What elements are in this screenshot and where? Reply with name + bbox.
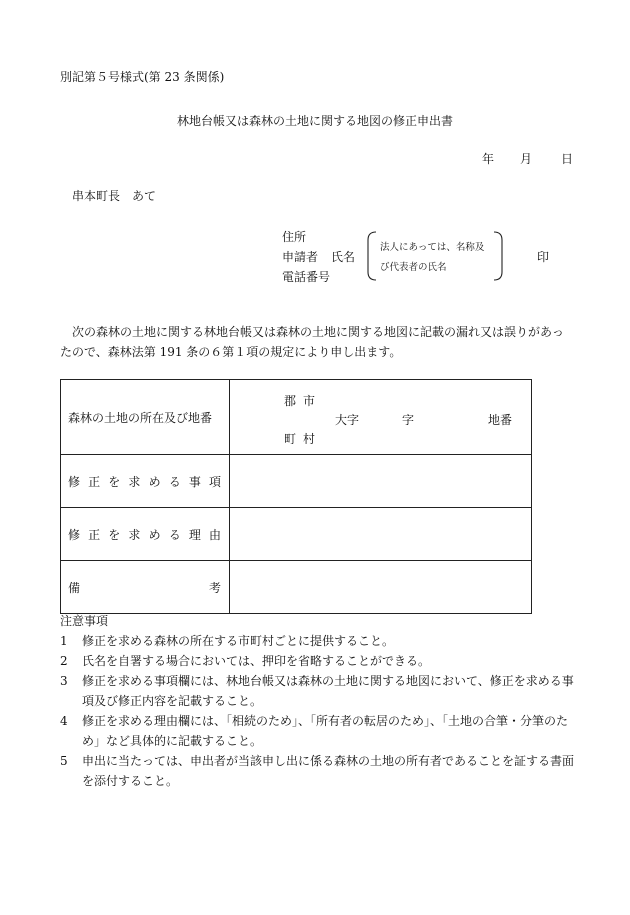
fix-label-char: め (148, 474, 161, 489)
note-item (60, 651, 580, 671)
reason-label-char: 由 (208, 527, 221, 542)
note-text: 修正を求める森林の所在する市町村ごとに提供すること。 (82, 634, 395, 648)
name-label: 氏名 (331, 250, 356, 264)
location-oaza: 大字 (335, 413, 360, 427)
note-number: 3 (60, 674, 68, 688)
seal-mark: 印 (537, 250, 550, 264)
location-value-cell[interactable] (230, 380, 532, 455)
location-label: 森林の土地の所在及び地番 (68, 410, 213, 425)
fix-label-char: を (108, 474, 121, 489)
date-year-label: 年 (482, 152, 495, 166)
note-text: 修正を求める理由欄には、「相続のため」、「所有者の転居のため」、「土地の合筆・分筆のため」など具体的に記載すること。 (82, 714, 569, 748)
notes-section (60, 611, 580, 791)
remarks-label-char: 考 (208, 580, 221, 595)
fix-label-char: 正 (88, 474, 101, 489)
table-row-location (61, 380, 532, 455)
reason-label-char: る (168, 527, 181, 542)
document-title: 林地台帳又は森林の土地に関する地図の修正申出書 (176, 114, 453, 128)
fix-label-char: 事 (188, 474, 201, 489)
applicant-label: 申請者 (282, 250, 319, 264)
location-mura: 村 (303, 432, 316, 446)
note-number: 5 (60, 754, 68, 768)
phone-label: 電話番号 (282, 270, 331, 284)
remarks-label-char: 備 (68, 580, 81, 595)
reason-value-cell[interactable] (230, 508, 532, 561)
fix-label-char: 修 (68, 474, 81, 489)
correction-table (60, 379, 532, 614)
location-gun: 郡 (284, 394, 297, 408)
reason-label-char: 理 (188, 527, 201, 542)
note-number: 2 (60, 654, 68, 668)
note-item (60, 711, 580, 751)
remarks-label-cell (61, 561, 230, 614)
note-item (60, 671, 580, 711)
location-chiban: 地番 (488, 413, 513, 427)
note-number: 1 (60, 634, 68, 648)
reason-label (61, 526, 229, 543)
corporate-note-bracket (366, 231, 504, 281)
remarks-label (61, 579, 229, 596)
table-row-reason (61, 508, 532, 561)
location-shi: 市 (303, 394, 316, 408)
reason-label-char: 求 (128, 527, 141, 542)
fix-label (61, 473, 229, 490)
date-day-label: 日 (561, 152, 574, 166)
location-label-cell (61, 380, 230, 455)
note-text: 申出に当たっては、申出者が当該申し出に係る森林の土地の所有者であることを証する書面を添付すること。 (82, 754, 575, 788)
reason-label-cell (61, 508, 230, 561)
note-item (60, 751, 580, 791)
table-row-remarks (61, 561, 532, 614)
fix-value-cell[interactable] (230, 455, 532, 508)
fix-label-char: る (168, 474, 181, 489)
note-item (60, 631, 580, 651)
reason-label-char: 修 (68, 527, 81, 542)
fix-label-char: 求 (128, 474, 141, 489)
declaration-text: 次の森林の土地に関する林地台帳又は森林の土地に関する地図に記載の漏れ又は誤りがあったので、森林法第 191 条の６第１項の規定により申し出ます。 (60, 325, 564, 359)
form-number: 別記第５号様式(第 23 条関係) (60, 70, 225, 84)
address-label: 住所 (282, 230, 307, 244)
date-month-label: 月 (520, 152, 533, 166)
reason-label-char: め (148, 527, 161, 542)
location-aza: 字 (402, 413, 415, 427)
reason-label-char: を (108, 527, 121, 542)
note-text: 氏名を自署する場合においては、押印を省略することができる。 (82, 654, 431, 668)
table-row-fix (61, 455, 532, 508)
corporate-note-line2: び代表者の氏名 (380, 262, 447, 273)
note-text: 修正を求める事項欄には、林地台帳又は森林の土地に関する地図において、修正を求める事項及び修正内容を記載すること。 (82, 674, 574, 708)
reason-label-char: 正 (88, 527, 101, 542)
notes-heading: 注意事項 (60, 614, 109, 628)
note-number: 4 (60, 714, 68, 728)
fix-label-cell (61, 455, 230, 508)
addressee: 串本町長 あて (72, 189, 157, 203)
remarks-value-cell[interactable] (230, 561, 532, 614)
location-machi: 町 (284, 432, 297, 446)
fix-label-char: 項 (208, 474, 221, 489)
corporate-note-line1: 法人にあっては、名称及 (380, 242, 485, 253)
